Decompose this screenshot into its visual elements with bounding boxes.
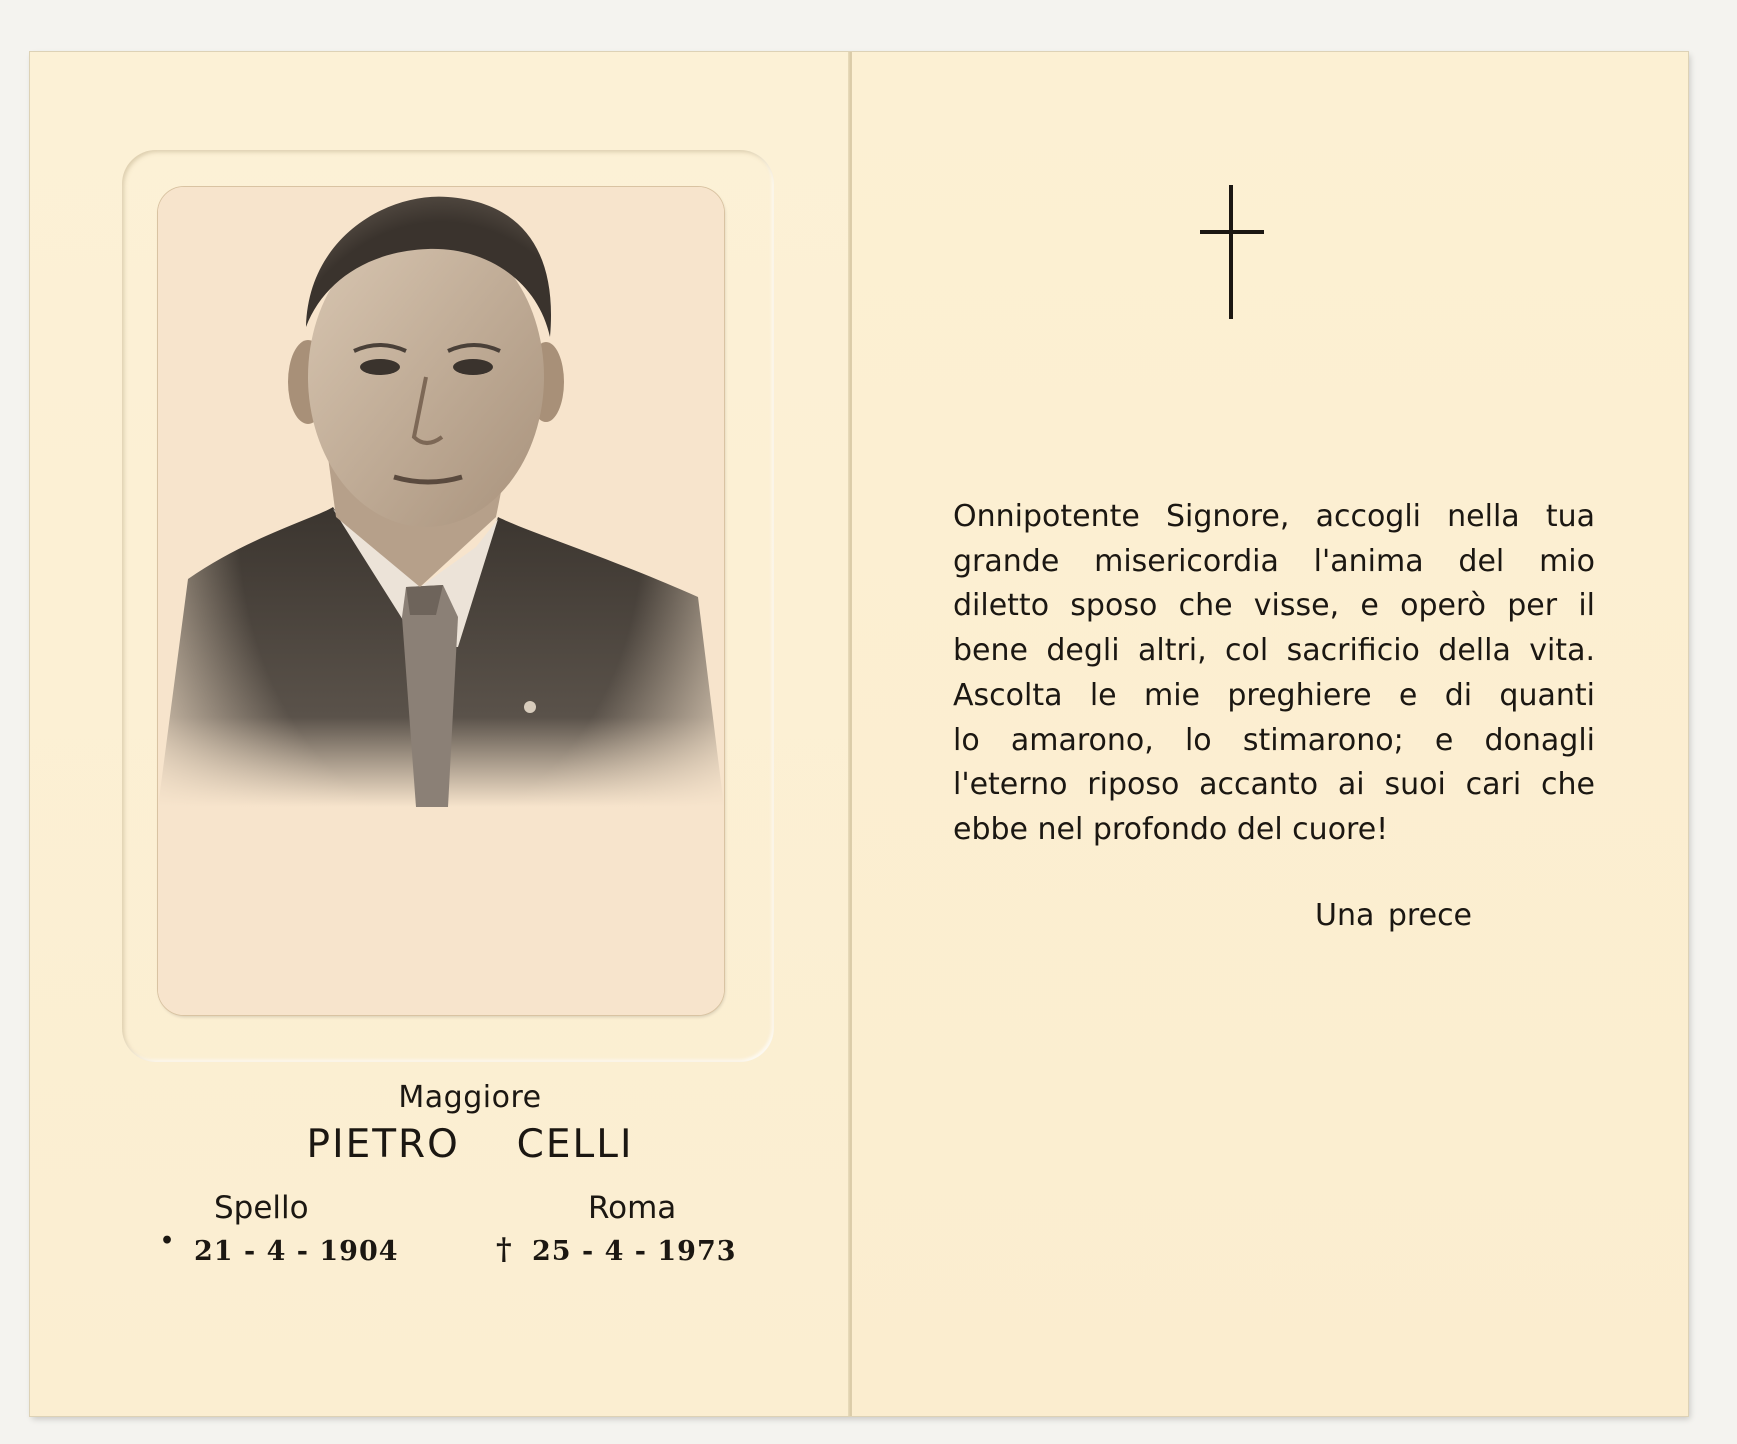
- prayer-line: bene degli altri, col sacrificio della vita.: [953, 633, 1595, 669]
- prayer-line: diletto sposo che visse, e operò per il: [953, 588, 1595, 624]
- prayer-text: [953, 495, 1595, 853]
- prayer-line: Onnipotente Signore, accogli nella tua: [953, 499, 1595, 534]
- prayer-line: ebbe nel profondo del cuore!: [953, 811, 1389, 847]
- signoff-text: Una prece: [1315, 898, 1473, 933]
- portrait-photo: [158, 187, 724, 1015]
- prayer-line: lo amarono, lo stimarono; e donagli: [953, 722, 1595, 758]
- portrait-illustration: [158, 187, 724, 1015]
- card-left-panel: [30, 52, 850, 1416]
- prayer-line: l'eterno riposo accanto ai suoi cari che: [953, 767, 1595, 803]
- death-date: 25 - 4 - 1973: [532, 1236, 737, 1267]
- deceased-name: PIETRO CELLI: [306, 1122, 634, 1167]
- death-place: Roma: [588, 1190, 677, 1226]
- birth-marker: •: [160, 1228, 175, 1254]
- death-marker: †: [496, 1232, 512, 1267]
- rank-title: Maggiore: [398, 1080, 542, 1115]
- prayer-line: grande misericordia l'anima del mio: [953, 543, 1595, 579]
- prayer-line: Ascolta le mie preghiere e di quanti: [953, 677, 1595, 713]
- latin-cross-icon: [1200, 185, 1264, 319]
- birth-date: 21 - 4 - 1904: [194, 1236, 399, 1267]
- birth-place: Spello: [214, 1190, 309, 1226]
